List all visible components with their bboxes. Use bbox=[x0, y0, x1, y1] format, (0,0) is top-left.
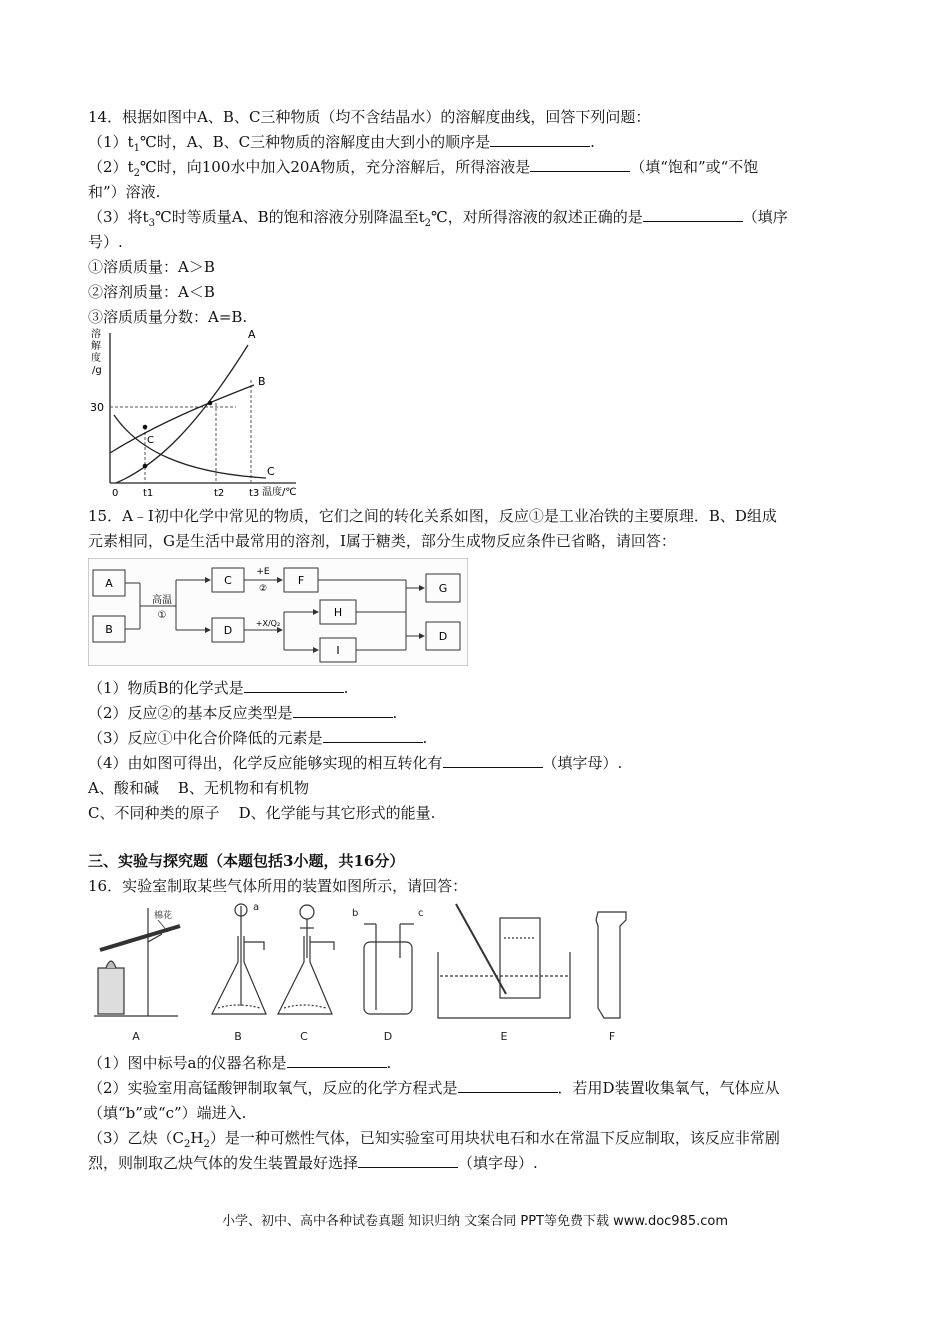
caption-f: F bbox=[608, 1030, 616, 1043]
footer: 小学、初中、高中各种试卷真题 知识归纳 文案合同 PPT等免费下载 www.doc985.com bbox=[221, 1214, 729, 1229]
label-cotton: 棉花 bbox=[154, 911, 173, 921]
q15-part4: （4）由如图可得出，化学反应能够实现的相互转化有 （填字母）. bbox=[88, 754, 623, 772]
q15-stem-line2: 元素相同，G是生活中最常用的溶剂，I属于糖类，部分生成物反应条件已省略，请回答： bbox=[88, 532, 676, 550]
condition-reaction1: ① bbox=[157, 610, 167, 621]
q14-option1: ①溶质质量：A＞B bbox=[88, 258, 215, 276]
answer-blank[interactable] bbox=[323, 728, 423, 743]
label-f: F bbox=[297, 574, 305, 587]
answer-blank[interactable] bbox=[287, 1053, 387, 1068]
x-tick-t1: t1 bbox=[143, 488, 154, 499]
caption-e: E bbox=[500, 1030, 508, 1043]
x-tick-0: 0 bbox=[112, 488, 119, 499]
q14-part1: $(1)t_1℃$时，A、B、C三种物质的溶解度由大到小的顺序是 . bbox=[88, 133, 595, 154]
q14-option2: ②溶剂质量：A＜B bbox=[88, 283, 215, 301]
label-d2: D bbox=[438, 630, 448, 643]
apparatus-figure bbox=[88, 898, 640, 1048]
y-label-ch4: /g bbox=[92, 365, 102, 376]
caption-c: C bbox=[300, 1030, 308, 1043]
q14-part3-cont: 号）. bbox=[88, 233, 123, 251]
diagram-frame bbox=[88, 558, 468, 666]
apparatus-b bbox=[212, 902, 266, 1014]
apparatus-a bbox=[94, 908, 180, 1016]
caption-d: D bbox=[383, 1030, 393, 1043]
answer-blank[interactable] bbox=[244, 678, 344, 693]
condition-plus-e: +E bbox=[256, 567, 270, 577]
condition-reaction2: ② bbox=[258, 584, 268, 594]
q14-part2-cont: 和”）溶液. bbox=[88, 183, 161, 201]
point-t1-bc bbox=[143, 425, 148, 430]
y-label-ch3: 度 bbox=[91, 353, 101, 364]
apparatus-d bbox=[352, 908, 424, 1014]
series-label-b: B bbox=[258, 375, 266, 388]
q15-part1: （1）物质B的化学式是 . bbox=[88, 679, 349, 697]
answer-blank[interactable] bbox=[530, 157, 630, 172]
y-axis-label bbox=[91, 327, 102, 376]
q14-part3: （3）将$t_3℃$时等质量A、B的饱和溶液分别降温至$t_2℃$，对所得溶液的叙述正确的是 （填序 bbox=[88, 208, 788, 229]
label-a: A bbox=[105, 577, 113, 590]
label-b: B bbox=[105, 623, 113, 636]
label-h: H bbox=[333, 606, 343, 619]
q15-options-cd: C、不同种类的原子 D、化学能与其它形式的能量. bbox=[88, 804, 436, 822]
answer-blank[interactable] bbox=[643, 207, 743, 222]
label-tag-b: b bbox=[352, 908, 359, 919]
q14-stem: 14．根据如图中A、B、C三种物质（均不含结晶水）的溶解度曲线，回答下列问题： bbox=[88, 108, 651, 126]
series-label-a: A bbox=[248, 328, 256, 341]
q14-part2: $(2)t_2℃$时，向100水中加入20A物质，充分溶解后，所得溶液是 （填“饱和”或“不饱 bbox=[88, 158, 759, 179]
apparatus-c bbox=[278, 905, 334, 1014]
q16-stem: 16．实验室制取某些气体所用的装置如图所示，请回答： bbox=[88, 877, 468, 895]
q16-part3: （3）乙炔$(C_2H_2)$是一种可燃性气体，已知实验室可用块状电石和水在常温下反应制取，该反应非常剧 bbox=[88, 1129, 780, 1150]
point-t1-a bbox=[143, 464, 148, 469]
annotation-c: C bbox=[147, 435, 154, 446]
series-label-c: C bbox=[267, 465, 275, 478]
x-tick-t3: t3 bbox=[249, 488, 260, 499]
apparatus-e bbox=[438, 904, 570, 1018]
label-g: G bbox=[438, 582, 448, 595]
transformation-diagram bbox=[88, 558, 468, 666]
q15-part2: （2）反应②的基本反应类型是 . bbox=[88, 704, 398, 722]
apparatus-f bbox=[596, 912, 626, 1018]
q16-part1: （1）图中标号a的仪器名称是 . bbox=[88, 1054, 392, 1072]
label-d: D bbox=[223, 624, 233, 637]
answer-blank[interactable] bbox=[458, 1078, 558, 1093]
answer-blank[interactable] bbox=[443, 753, 543, 768]
condition-high-temp: 高温 bbox=[152, 595, 172, 606]
q15-options-ab: A、酸和碱 B、无机物和有机物 bbox=[88, 779, 309, 797]
solubility-chart bbox=[88, 325, 310, 503]
point-intersection-ab bbox=[208, 401, 213, 406]
q16-part2-cont: （填“b”或“c”）端进入. bbox=[88, 1104, 247, 1122]
answer-blank[interactable] bbox=[358, 1153, 458, 1168]
answer-blank[interactable] bbox=[293, 703, 393, 718]
curve-b bbox=[110, 385, 254, 453]
y-label-ch2: 解 bbox=[91, 341, 101, 352]
label-tag-a: a bbox=[253, 902, 260, 913]
q16-part3-cont: 烈，则制取乙炔气体的发生装置最好选择 （填字母）. bbox=[88, 1154, 538, 1172]
x-tick-t2: t2 bbox=[214, 488, 225, 499]
x-axis-label: 温度/℃ bbox=[262, 487, 297, 498]
condition-photosynthesis: +X/Q₂ bbox=[255, 619, 281, 628]
y-label-ch1: 溶 bbox=[91, 329, 101, 340]
label-c: C bbox=[224, 574, 232, 587]
q14-option3: ③溶质质量分数：A=B. bbox=[88, 308, 248, 326]
caption-b: B bbox=[234, 1030, 242, 1043]
label-i: I bbox=[336, 644, 340, 657]
section-heading: 三、实验与探究题（本题包括3小题，共16分） bbox=[88, 852, 405, 870]
label-tag-c: c bbox=[418, 908, 424, 919]
q15-stem-line1: 15．A﹣I初中化学中常见的物质，它们之间的转化关系如图，反应①是工业冶铁的主要原理．B、D组成 bbox=[88, 507, 777, 525]
y-tick-30: 30 bbox=[90, 401, 104, 414]
curve-a bbox=[116, 345, 248, 483]
caption-a: A bbox=[132, 1030, 140, 1043]
answer-blank[interactable] bbox=[490, 132, 590, 147]
q16-part2: （2）实验室用高锰酸钾制取氧气，反应的化学方程式是 ．若用D装置收集氧气，气体应从 bbox=[88, 1079, 780, 1097]
q15-part3: （3）反应①中化合价降低的元素是 . bbox=[88, 729, 428, 747]
